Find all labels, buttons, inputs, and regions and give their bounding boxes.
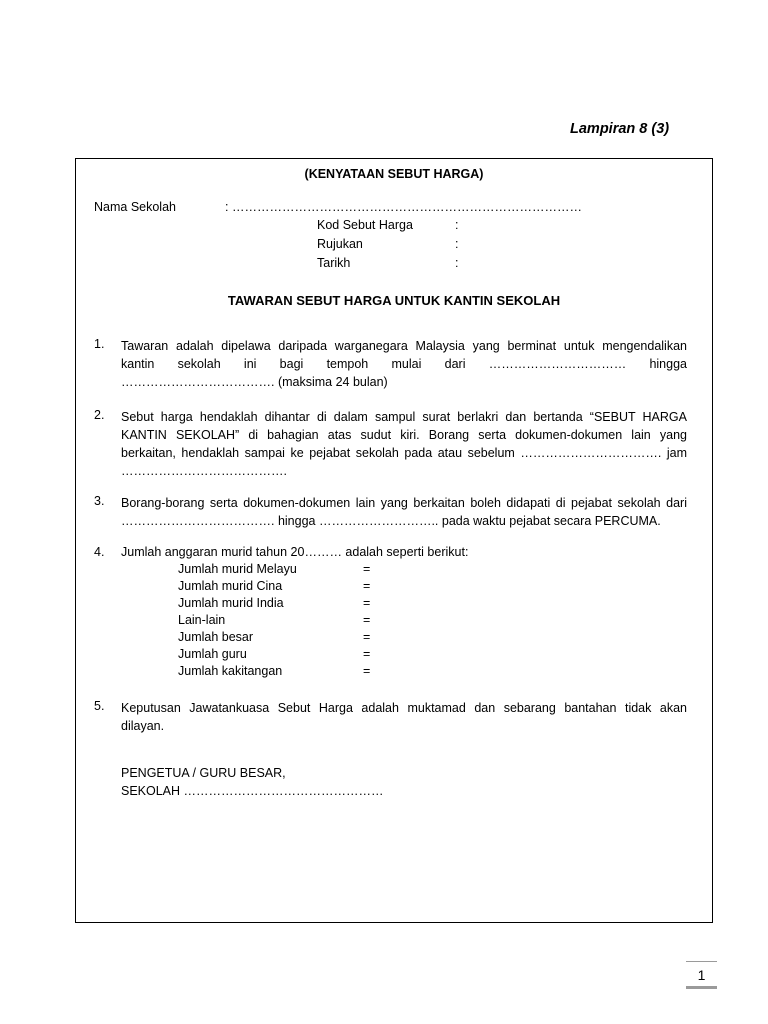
section-heading: TAWARAN SEBUT HARGA UNTUK KANTIN SEKOLAH: [227, 293, 561, 308]
item-2-line: Sebut harga hendaklah dihantar di dalam sampul surat berlakri dan bertanda “SEBUT HARGA: [121, 410, 687, 424]
item-2-text: [121, 408, 687, 480]
page-number: 1: [686, 961, 717, 986]
item-5-number: 5.: [94, 699, 105, 713]
signature-school: SEKOLAH …………………………………………: [121, 784, 384, 798]
stat-equals: =: [363, 562, 371, 576]
stat-label: Jumlah besar: [178, 630, 254, 644]
lampiran-label: Lampiran 8 (3): [570, 121, 670, 137]
item-5-line: dilayan.: [121, 719, 165, 733]
item-3-line: Borang-borang serta dokumen-dokumen lain yang berkaitan boleh didapati di pejabat sekolah dari: [121, 496, 687, 510]
item-1-text: [121, 337, 687, 391]
item-3-line: ………………………………. hingga ……………………….. pada waktu pejabat secara PERCUMA.: [121, 514, 661, 528]
kod-sebut-harga-label: Kod Sebut Harga: [317, 218, 413, 232]
item-4-number: 4.: [94, 545, 105, 559]
nama-sekolah-field: : …………………………………………………………………………: [225, 200, 582, 214]
quotation-form-box: [75, 158, 713, 923]
form-title: (KENYATAAN SEBUT HARGA): [304, 167, 484, 181]
item-2-line: ………………………………….: [121, 464, 287, 478]
item-1-line: Tawaran adalah dipelawa daripada warganegara Malaysia yang berminat untuk mengendalikan: [121, 339, 687, 353]
stat-equals: =: [363, 613, 371, 627]
item-2-line: KANTIN SEKOLAH” di bahagian atas sudut kiri. Borang serta dokumen-dokumen lain yang: [121, 428, 687, 442]
stat-equals: =: [363, 647, 371, 661]
tarikh-colon: :: [455, 256, 459, 270]
stat-label: Jumlah murid India: [178, 596, 284, 610]
nama-sekolah-label: Nama Sekolah: [94, 200, 176, 214]
item-1-line: kantin sekolah ini bagi tempoh mulai dari …………………………… hingga: [121, 357, 687, 371]
stat-equals: =: [363, 664, 371, 678]
stat-label: Jumlah murid Melayu: [178, 562, 297, 576]
item-3-number: 3.: [94, 494, 105, 508]
stat-equals: =: [363, 630, 371, 644]
tarikh-label: Tarikh: [317, 256, 351, 270]
stat-label: Lain-lain: [178, 613, 226, 627]
item-5-text: [121, 699, 687, 735]
stat-equals: =: [363, 596, 371, 610]
signature-title: PENGETUA / GURU BESAR,: [121, 766, 286, 780]
stat-label: Jumlah kakitangan: [178, 664, 283, 678]
stat-label: Jumlah guru: [178, 647, 247, 661]
item-1-number: 1.: [94, 337, 105, 351]
stat-label: Jumlah murid Cina: [178, 579, 283, 593]
rujukan-colon: :: [455, 237, 459, 251]
item-2-line: berkaitan, hendaklah sampai ke pejabat sekolah pada atau sebelum ……………………………. jam: [121, 446, 687, 460]
footer-rule: [686, 986, 717, 989]
kod-sebut-harga-colon: :: [455, 218, 459, 232]
rujukan-label: Rujukan: [317, 237, 363, 251]
item-2-number: 2.: [94, 408, 105, 422]
item-1-line: ………………………………. (maksima 24 bulan): [121, 375, 388, 389]
item-5-line: Keputusan Jawatankuasa Sebut Harga adalah muktamad dan sebarang bantahan tidak akan: [121, 701, 687, 715]
item-3-text: [121, 494, 687, 530]
stat-equals: =: [363, 579, 371, 593]
item-4-intro: Jumlah anggaran murid tahun 20……… adalah seperti berikut:: [121, 545, 469, 559]
